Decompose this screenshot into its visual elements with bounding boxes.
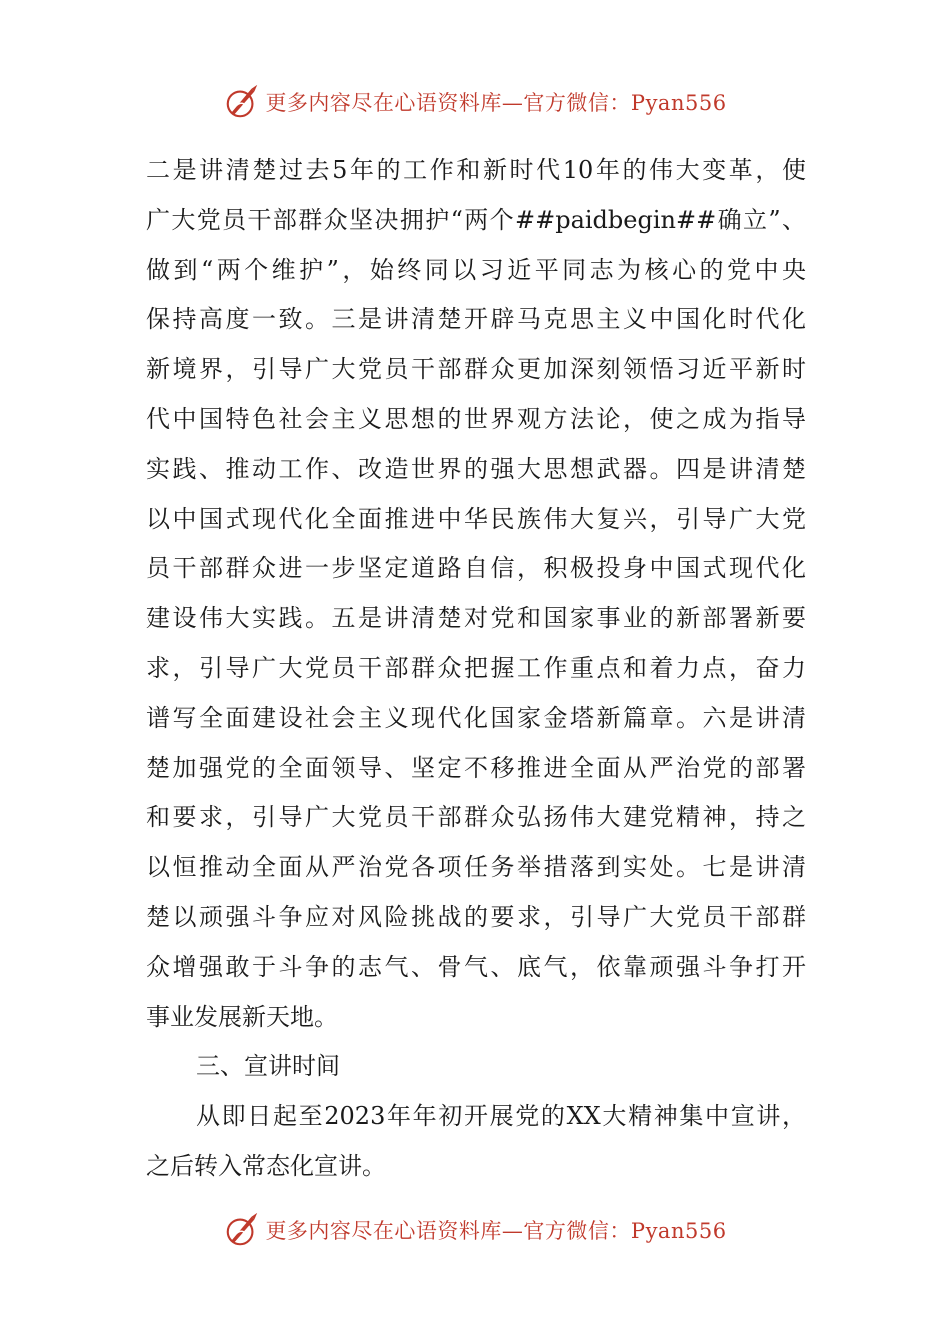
header-banner [0, 80, 950, 124]
section-line: 之后转入常态化宣讲。 [146, 1151, 386, 1180]
quill-logo-icon [223, 83, 261, 121]
body-line: 求，引导广大党员干部群众把握工作重点和着力点，奋力 [146, 653, 806, 682]
body-line: 做到“两个维护”，始终同以习近平同志为核心的党中央 [146, 255, 806, 284]
body-line: 实践、推动工作、改造世界的强大思想武器。四是讲清楚 [146, 454, 806, 483]
section-line: 从即日起至2023年年初开展党的XX大精神集中宣讲， [196, 1102, 806, 1131]
body-line: 谱写全面建设社会主义现代化国家金塔新篇章。六是讲清 [146, 703, 806, 732]
banner-text: 更多内容尽在心语资料库—官方微信：Pyan556 [265, 91, 727, 115]
body-line: 保持高度一致。三是讲清楚开辟马克思主义中国化时代化 [146, 305, 806, 334]
body-line: 建设伟大实践。五是讲清楚对党和国家事业的新部署新要 [146, 604, 806, 633]
body-line: 新境界，引导广大党员干部群众更加深刻领悟习近平新时 [146, 355, 806, 384]
body-line: 代中国特色社会主义思想的世界观方法论，使之成为指导 [146, 404, 806, 433]
body-line: 楚以顽强斗争应对风险挑战的要求，引导广大党员干部群 [146, 902, 806, 931]
body-line: 楚加强党的全面领导、坚定不移推进全面从严治党的部署 [146, 753, 806, 782]
section-heading: 三、宣讲时间 [196, 1052, 340, 1081]
body-line: 广大党员干部群众坚决拥护“两个##paidbegin##确立”、 [146, 205, 806, 234]
banner-text: 更多内容尽在心语资料库—官方微信：Pyan556 [265, 1219, 727, 1243]
body-line: 和要求，引导广大党员干部群众弘扬伟大建党精神，持之 [146, 803, 806, 832]
body-line: 事业发展新天地。 [146, 1002, 338, 1031]
quill-logo-icon [223, 1211, 261, 1249]
footer-banner [0, 1208, 950, 1252]
document-body [146, 146, 806, 1192]
body-line: 以中国式现代化全面推进中华民族伟大复兴，引导广大党 [146, 504, 806, 533]
body-line: 员干部群众进一步坚定道路自信，积极投身中国式现代化 [146, 554, 806, 583]
body-line: 二是讲清楚过去5年的工作和新时代10年的伟大变革，使 [146, 156, 806, 184]
body-line: 以恒推动全面从严治党各项任务举措落到实处。七是讲清 [146, 853, 806, 882]
body-line: 众增强敢于斗争的志气、骨气、底气，依靠顽强斗争打开 [146, 952, 806, 981]
